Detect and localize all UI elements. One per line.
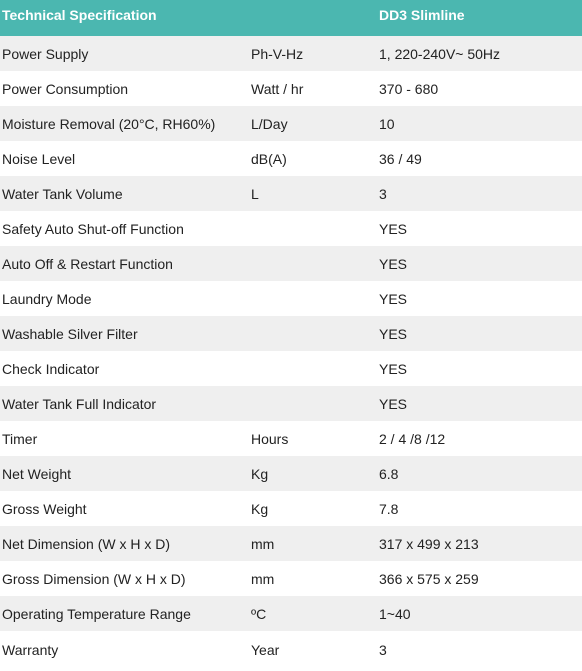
table-row — [0, 211, 582, 246]
spec-name-cell: Moisture Removal (20°C, RH60%) — [0, 106, 249, 141]
table-row — [0, 561, 582, 596]
spec-unit-cell: Ph-V-Hz — [249, 36, 377, 71]
spec-name-cell: Safety Auto Shut-off Function — [2, 220, 184, 237]
spec-unit-cell — [249, 211, 377, 246]
table-row — [0, 176, 582, 211]
spec-name-cell: Operating Temperature Range — [0, 596, 249, 631]
spec-unit-cell: dB(A) — [251, 150, 287, 167]
header-cell-model: DD3 Slimline — [377, 0, 582, 36]
spec-unit-cell — [249, 386, 377, 421]
spec-name-cell: Net Weight — [0, 456, 249, 491]
spec-unit-cell: L — [249, 176, 377, 211]
spec-name-cell: Noise Level — [2, 150, 76, 167]
spec-unit-cell — [249, 351, 377, 386]
spec-unit-cell: Kg — [249, 456, 377, 491]
spec-name-cell: Water Tank Full Indicator — [0, 386, 249, 421]
table-row — [0, 491, 582, 526]
table-row — [0, 246, 582, 281]
spec-value-cell: 1, 220-240V~ 50Hz — [377, 36, 582, 71]
spec-name-cell: Power Consumption — [2, 80, 129, 97]
spec-unit-cell: Kg — [251, 500, 269, 517]
spec-unit-cell: mm — [249, 526, 377, 561]
table-row — [0, 316, 582, 351]
table-row — [0, 631, 582, 668]
spec-value-cell: 317 x 499 x 213 — [377, 526, 582, 561]
spec-value-cell: 36 / 49 — [379, 150, 422, 167]
spec-name-cell: Gross Dimension (W x H x D) — [2, 570, 186, 587]
spec-value-cell: 370 - 680 — [379, 80, 439, 97]
table-row — [0, 36, 582, 71]
spec-unit-cell — [249, 281, 377, 316]
spec-value-cell: YES — [379, 220, 408, 237]
spec-name-cell: Warranty — [2, 641, 59, 658]
spec-name-cell: Water Tank Volume — [0, 176, 249, 211]
spec-value-cell: 2 / 4 /8 /12 — [379, 430, 446, 447]
spec-value-cell: YES — [377, 316, 582, 351]
spec-value-cell: 3 — [377, 176, 582, 211]
spec-name-cell: Timer — [2, 430, 38, 447]
spec-name-cell: Auto Off & Restart Function — [0, 246, 249, 281]
spec-value-cell: YES — [379, 360, 408, 377]
spec-unit-cell: Watt / hr — [251, 80, 304, 97]
spec-unit-cell: Year — [251, 641, 280, 658]
table-row — [0, 526, 582, 561]
spec-value-cell: 6.8 — [377, 456, 582, 491]
spec-unit-cell: Hours — [251, 430, 289, 447]
spec-unit-cell — [249, 316, 377, 351]
spec-value-cell: YES — [377, 246, 582, 281]
spec-value-cell: 10 — [377, 106, 582, 141]
spec-value-cell: 3 — [379, 641, 387, 658]
spec-name-cell: Check Indicator — [2, 360, 100, 377]
header-cell-specification: Technical Specification — [0, 0, 249, 36]
spec-unit-cell: ºC — [249, 596, 377, 631]
table-row — [0, 386, 582, 421]
spec-value-cell: YES — [377, 386, 582, 421]
table-body — [0, 36, 582, 668]
table-row — [0, 596, 582, 631]
spec-name-cell: Net Dimension (W x H x D) — [0, 526, 249, 561]
table-row — [0, 106, 582, 141]
spec-name-cell: Gross Weight — [2, 500, 87, 517]
table-row — [0, 351, 582, 386]
spec-name-cell: Power Supply — [0, 36, 249, 71]
spec-name-cell: Washable Silver Filter — [0, 316, 249, 351]
table-row — [0, 421, 582, 456]
spec-unit-cell — [249, 246, 377, 281]
table-row — [0, 71, 582, 106]
table-row — [0, 456, 582, 491]
spec-value-cell: 1~40 — [377, 596, 582, 631]
spec-value-cell: YES — [379, 290, 408, 307]
spec-name-cell: Laundry Mode — [2, 290, 92, 307]
table-header-row — [0, 0, 582, 36]
spec-unit-cell: L/Day — [249, 106, 377, 141]
table-row — [0, 281, 582, 316]
table-row — [0, 141, 582, 176]
header-cell-unit — [249, 0, 377, 36]
spec-unit-cell: mm — [251, 570, 275, 587]
spec-value-cell: 7.8 — [379, 500, 399, 517]
spec-value-cell: 366 x 575 x 259 — [379, 570, 479, 587]
